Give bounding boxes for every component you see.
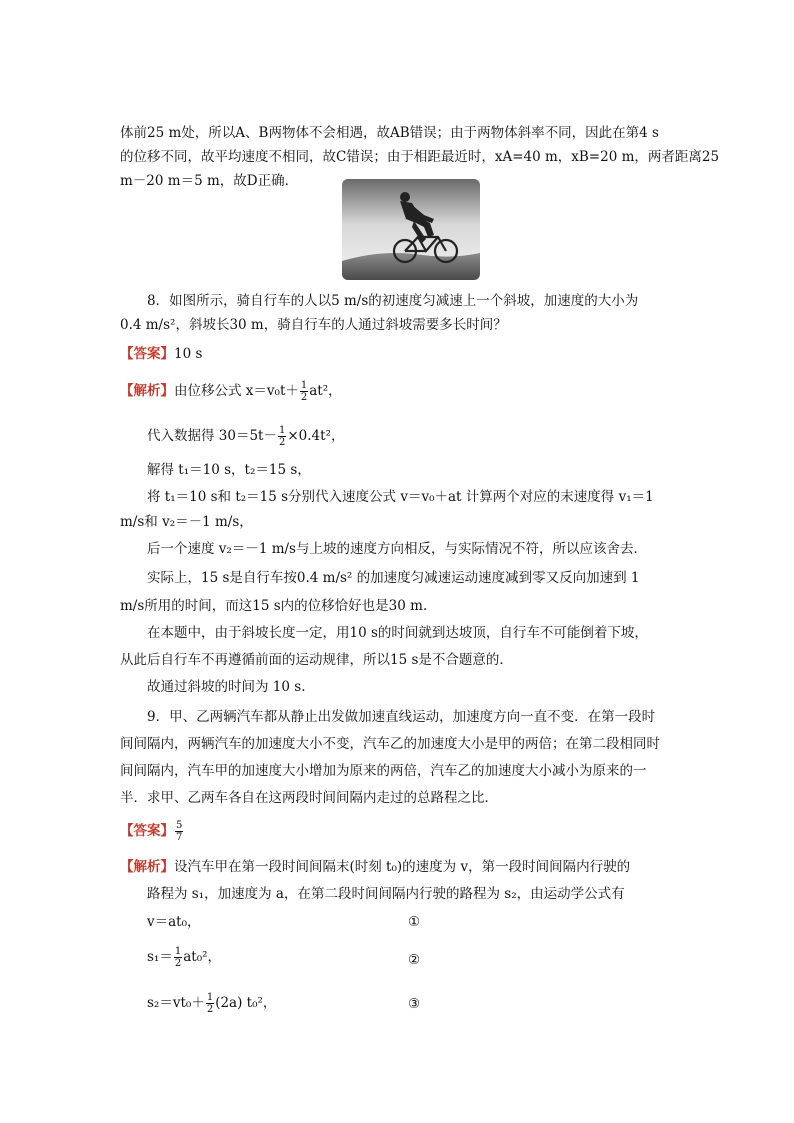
equation-number: ① <box>408 914 421 930</box>
analysis-line: 在本题中，由于斜坡长度一定，用10 s的时间就到达坡顶，自行车不可能倒着下坡， <box>147 625 648 641</box>
analysis-line: 将 t₁＝10 s和 t₂＝15 s分别代入速度公式 v＝v₀＋at 计算两个对应的末速度得 v₁＝1 <box>147 489 654 505</box>
fraction: $\frac{1}{2}$ <box>206 992 214 1015</box>
equation-row <box>147 946 221 969</box>
answer-line <box>120 344 202 364</box>
answer-tag: 【答案】 <box>120 823 174 839</box>
analysis-line: 从此后自行车不再遵循前面的运动规律，所以15 s是不合题意的． <box>120 652 513 668</box>
equation: v＝at₀， <box>147 914 201 930</box>
answer-fraction: $\frac{5}{7}$ <box>176 820 183 843</box>
question-9-text: 间间隔内，两辆汽车的加速度大小不变，汽车乙的加速度大小是甲的两倍；在第二段相同时 <box>120 736 660 752</box>
formula-text: ×0.4t²， <box>287 428 345 444</box>
question-8-text: 8．如图所示，骑自行车的人以5 m/s的初速度匀减速上一个斜坡，加速度的大小为 <box>147 293 639 309</box>
analysis-tag: 【解析】 <box>120 859 174 875</box>
equation: (2a) t₀²， <box>215 995 277 1011</box>
formula-text: 代入数据得 30＝5t－ <box>147 428 277 444</box>
paragraph-line: 体前25 m处，所以A、B两物体不会相遇，故AB错误；由于两物体斜率不同，因此在第4 s <box>120 125 659 141</box>
question-9-text: 半．求甲、乙两车各自在这两段时间间隔内走过的总路程之比． <box>120 790 498 806</box>
answer-tag: 【答案】 <box>120 346 174 362</box>
analysis-line: m/s所用的时间，而这15 s内的位移恰好也是30 m. <box>120 598 428 614</box>
answer-line <box>120 820 184 843</box>
analysis-line <box>120 857 630 877</box>
analysis-line <box>147 425 344 448</box>
analysis-line <box>120 380 342 403</box>
analysis-line: 后一个速度 v₂＝－1 m/s与上坡的速度方向相反，与实际情况不符，所以应该舍去． <box>147 541 647 557</box>
analysis-text: 设汽车甲在第一段时间间隔末(时刻 t₀)的速度为 v，第一段时间间隔内行驶的 <box>174 859 631 875</box>
paragraph-line: m－20 m＝5 m，故D正确． <box>120 173 299 189</box>
fraction: $\frac{1}{2}$ <box>300 380 308 403</box>
analysis-line: 解得 t₁＝10 s，t₂＝15 s， <box>147 462 311 478</box>
equation-number: ③ <box>408 996 421 1012</box>
question-9-text: 9．甲、乙两辆汽车都从静止出发做加速直线运动，加速度方向一直不变．在第一段时 <box>147 709 656 725</box>
analysis-line: 路程为 s₁，加速度为 a，在第二段时间间隔内行驶的路程为 s₂，由运动学公式有 <box>147 886 625 902</box>
paragraph-line: 的位移不同，故平均速度不相同，故C错误；由于相距最近时，xA=40 m，xB=20 m，两者距离25 <box>120 149 720 165</box>
analysis-line: 故通过斜坡的时间为 10 s. <box>147 679 306 695</box>
cyclist-photo <box>342 179 480 280</box>
question-9-text: 间间隔内，汽车甲的加速度大小增加为原来的两倍，汽车乙的加速度大小减小为原来的一 <box>120 763 647 779</box>
equation: s₂＝vt₀＋ <box>147 995 205 1011</box>
fraction: $\frac{1}{2}$ <box>174 946 182 969</box>
analysis-line: m/s和 v₂＝－1 m/s， <box>120 514 253 530</box>
analysis-tag: 【解析】 <box>120 383 174 399</box>
equation-row <box>147 912 201 932</box>
fraction: $\frac{1}{2}$ <box>278 425 286 448</box>
equation-number: ② <box>408 952 421 968</box>
answer-value: 10 s <box>174 346 203 362</box>
formula-text: at²， <box>309 383 342 399</box>
analysis-line: 实际上，15 s是自行车按0.4 m/s² 的加速度匀减速运动速度减到零又反向加速到 1 <box>147 570 640 586</box>
equation-row <box>147 992 276 1015</box>
equation: at₀²， <box>183 949 222 965</box>
formula-text: 由位移公式 x＝v₀t＋ <box>174 383 299 399</box>
equation: s₁＝ <box>147 949 173 965</box>
question-8-text: 0.4 m/s²，斜坡长30 m，骑自行车的人通过斜坡需要多长时间？ <box>120 317 507 333</box>
